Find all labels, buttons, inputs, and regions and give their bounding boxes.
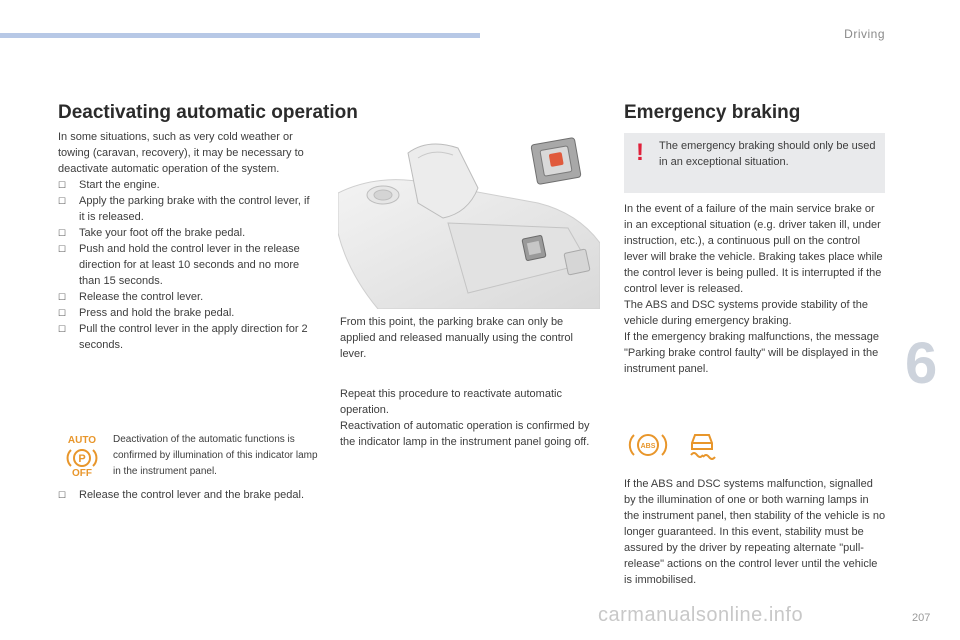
- checkbox-icon: ☐: [58, 228, 67, 238]
- parking-brake-lever-illustration: [338, 133, 600, 309]
- list-item: ☐ Take your foot off the brake pedal.: [58, 227, 246, 239]
- checkbox-icon: ☐: [58, 490, 67, 500]
- warning-text: The emergency braking should only be used in an exceptional situation.: [659, 140, 876, 168]
- left-intro: In some situations, such as very cold weather or towing (caravan, recovery), it may be necessary to deactivate automatic operation of the system.: [58, 131, 304, 175]
- checkbox-icon: ☐: [58, 324, 67, 334]
- right-para2: The ABS and DSC systems provide stability of the vehicle during emergency braking.: [624, 299, 868, 327]
- checkbox-icon: ☐: [58, 308, 67, 318]
- right-para1: In the event of a failure of the main service brake or in an exceptional situation (e.g. driver taken ill, under instruction, etc.), a continuous pull on the control lever will brake the vehicle. Braking takes place while the control lever is being pulled. It is interrupted if the control lever is released.: [624, 203, 883, 295]
- list-item: ☐ Apply the parking brake with the control lever, if it is released.: [58, 195, 310, 223]
- chapter-number: 6: [905, 331, 938, 396]
- list-item: ☐ Press and hold the brake pedal.: [58, 307, 235, 319]
- abs-warning-icon: [628, 430, 668, 460]
- warning-box: [624, 133, 885, 193]
- right-column-bottom: [624, 476, 886, 588]
- checkbox-icon: ☐: [58, 292, 67, 302]
- section-header: Driving: [844, 27, 885, 41]
- page-number: 207: [912, 612, 931, 624]
- middle-para1: From this point, the parking brake can only be applied and released manually using the control lever.: [340, 316, 573, 360]
- dsc-warning-icon: [684, 425, 720, 461]
- list-item: ☐ Start the engine.: [58, 179, 160, 191]
- watermark: carmanualsonline.info: [598, 604, 804, 626]
- right-title: Emergency braking: [624, 102, 801, 123]
- indicator-letter: P: [78, 453, 86, 465]
- middle-column: [340, 314, 598, 450]
- auto-p-off-indicator: [64, 437, 100, 481]
- right-column: [624, 201, 886, 377]
- final-step-block: [58, 487, 316, 503]
- checkbox-icon: ☐: [58, 180, 67, 190]
- middle-para3: Reactivation of automatic operation is confirmed by the indicator lamp in the instrument panel going off.: [340, 420, 590, 448]
- indicator-bottom-text: OFF: [72, 468, 92, 479]
- checkbox-icon: ☐: [58, 196, 67, 206]
- left-column: [58, 129, 316, 353]
- indicator-caption: Deactivation of the automatic functions is confirmed by illumination of this indicator lamp in the instrument panel.: [113, 434, 318, 477]
- right-para4: If the ABS and DSC systems malfunction, signalled by the illumination of one or both warning lamps in the instrument panel, then stability of the vehicle is no longer guaranteed. In this event, stability must be assured by the driver by repeating alternate "pull-release" actions on the control lever until the vehicle is immobilised.: [624, 478, 886, 586]
- top-accent-bar: [0, 33, 480, 38]
- exclamation-icon: !: [636, 139, 644, 166]
- step-list: [58, 177, 316, 353]
- middle-para2: Repeat this procedure to reactivate automatic operation.: [340, 388, 562, 416]
- list-item: ☐ Release the control lever and the brake pedal.: [58, 489, 305, 501]
- list-item: ☐ Pull the control lever in the apply direction for 2 seconds.: [58, 323, 308, 351]
- parking-brake-icon: [64, 447, 100, 469]
- checkbox-icon: ☐: [58, 244, 67, 254]
- list-item: ☐ Push and hold the control lever in the release direction for at least 10 seconds and no more than 15 seconds.: [58, 243, 300, 287]
- abs-label: ABS: [640, 443, 656, 450]
- indicator-top-text: AUTO: [67, 435, 97, 446]
- right-para3: If the emergency braking malfunctions, the message "Parking brake control faulty" will be displayed in the instrument panel.: [624, 331, 879, 375]
- list-item: ☐ Release the control lever.: [58, 291, 204, 303]
- left-title: Deactivating automatic operation: [58, 102, 358, 123]
